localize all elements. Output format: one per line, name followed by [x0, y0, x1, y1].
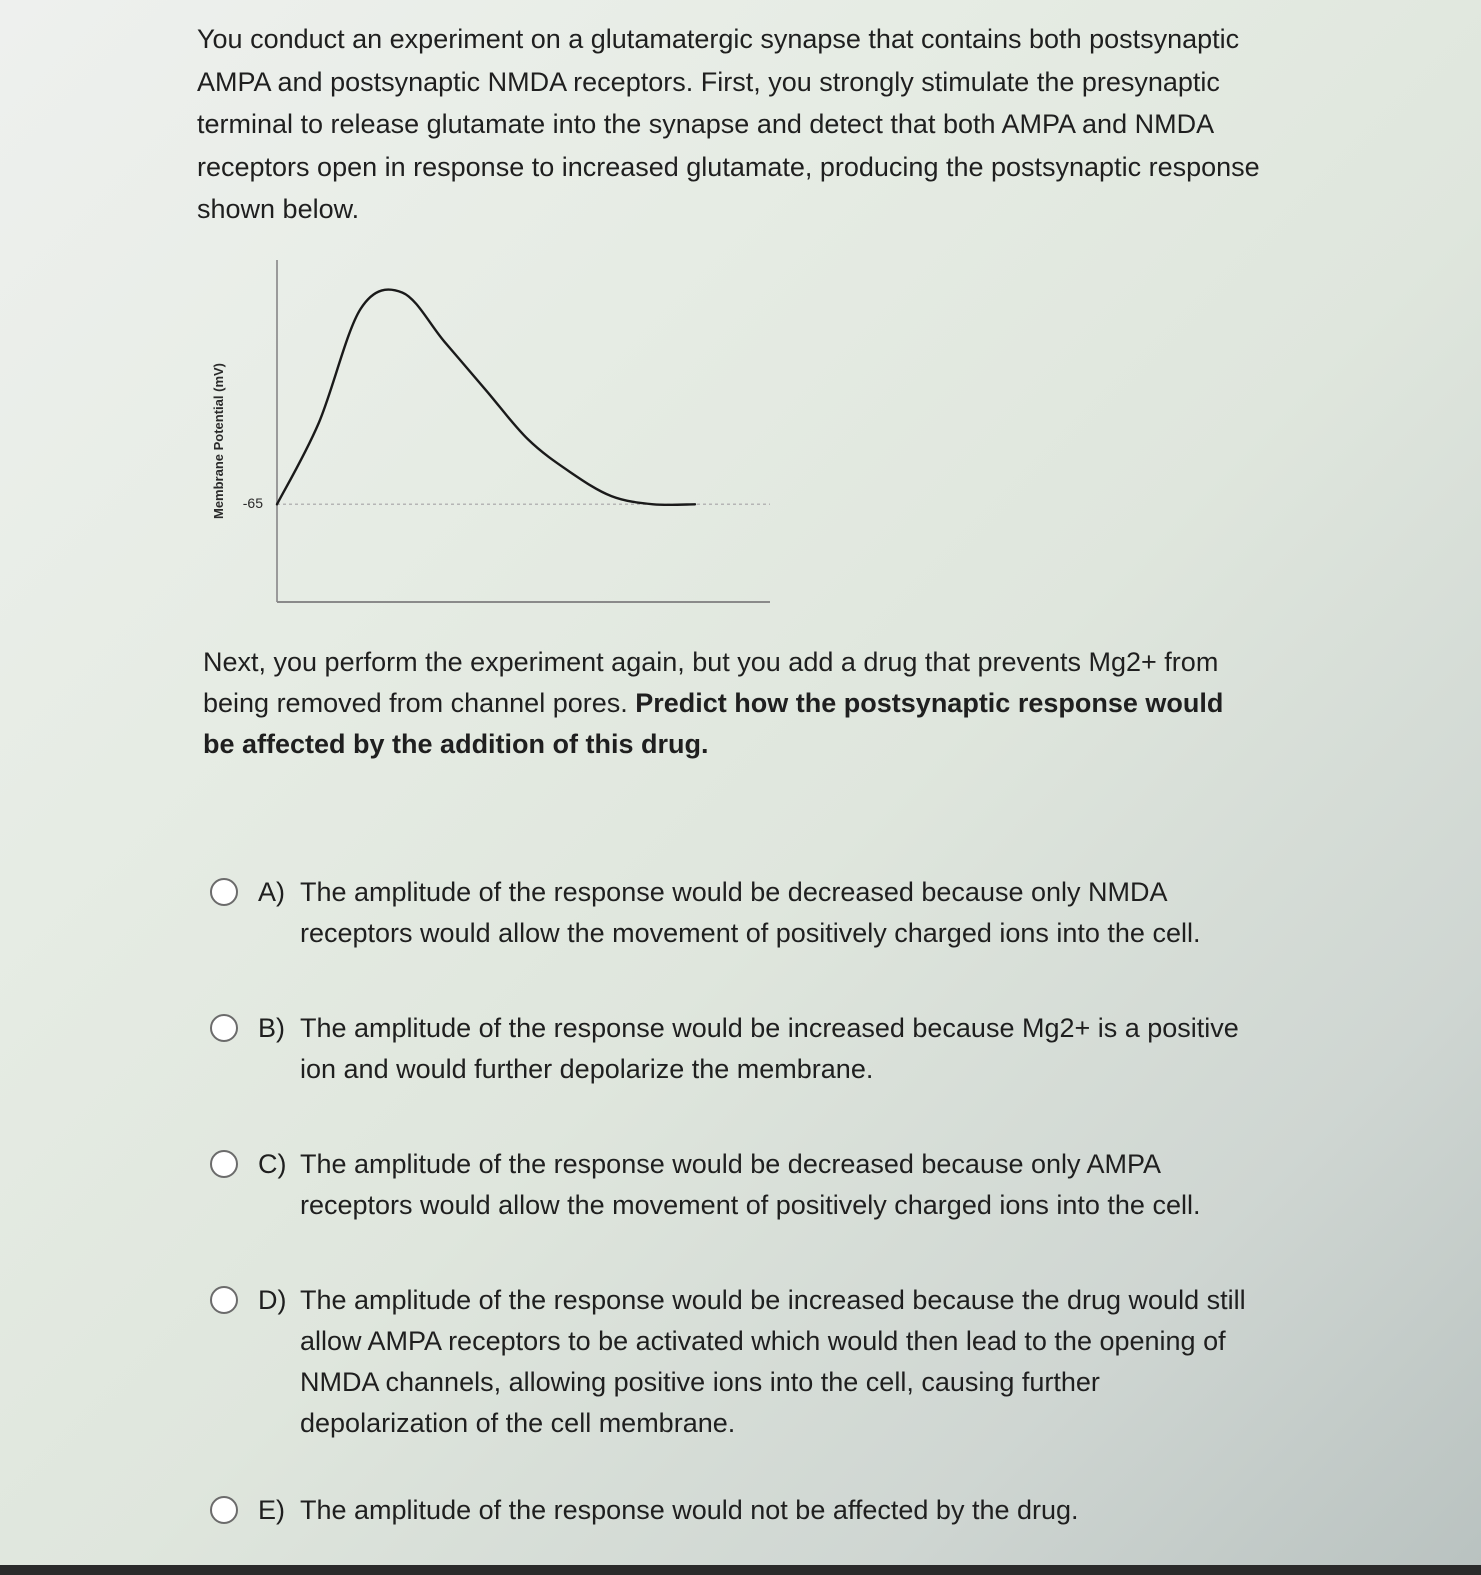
- option-letter-c: C): [258, 1149, 287, 1179]
- question-prompt: [203, 642, 1233, 765]
- question-intro: You conduct an experiment on a glutamatergic synapse that contains both postsynaptic AMPA and postsynaptic NMDA receptors. First, you strongly stimulate the presynaptic terminal to release glutamate into the synapse and detect that both AMPA and NMDA receptors open in response to increased glutamate, producing the postsynaptic response shown below.: [197, 24, 1260, 224]
- prompt-plain-text: Next, you perform the experiment again, but you add a drug that prevents Mg2+ from being removed from channel pores.: [203, 647, 1219, 718]
- prompt-bold-text: Predict how the postsynaptic response would be affected by the addition of this drug.: [203, 688, 1224, 759]
- answer-option-e[interactable]: [210, 1490, 1290, 1531]
- answer-option-a[interactable]: [210, 872, 1290, 954]
- answer-option-c[interactable]: [210, 1144, 1290, 1226]
- y-tick-label-minus-65: -65: [242, 494, 263, 511]
- option-text-b: The amplitude of the response would be increased because Mg2+ is a positive ion and would further depolarize the membrane.: [300, 1013, 1239, 1084]
- radio-button-d[interactable]: [210, 1286, 238, 1314]
- radio-button-a[interactable]: [210, 878, 238, 906]
- y-axis-label: Membrane Potential (mV): [211, 362, 226, 520]
- membrane-potential-chart: [205, 255, 785, 615]
- screen-bottom-edge: [0, 1565, 1481, 1575]
- option-letter-b: B): [258, 1013, 285, 1043]
- option-letter-d: D): [258, 1285, 287, 1315]
- option-text-c: The amplitude of the response would be decreased because only AMPA receptors would allow the movement of positively charged ions into the cell.: [300, 1149, 1201, 1220]
- option-letter-e: E): [258, 1495, 285, 1525]
- radio-button-e[interactable]: [210, 1496, 238, 1524]
- option-text-e: The amplitude of the response would not be affected by the drug.: [300, 1495, 1079, 1525]
- option-text-a: The amplitude of the response would be decreased because only NMDA receptors would allow the movement of positively charged ions into the cell.: [300, 877, 1201, 948]
- answer-option-d[interactable]: [210, 1280, 1290, 1444]
- radio-button-b[interactable]: [210, 1014, 238, 1042]
- option-letter-a: A): [258, 877, 285, 907]
- option-text-d: The amplitude of the response would be increased because the drug would still allow AMPA receptors to be activated which would then lead to the opening of NMDA channels, allowing positive ions into the cell, causing further depolarization of the cell membrane.: [300, 1285, 1246, 1438]
- answer-option-b[interactable]: [210, 1008, 1290, 1090]
- chart-svg: [205, 255, 785, 615]
- postsynaptic-response-line: [277, 290, 695, 505]
- radio-button-c[interactable]: [210, 1150, 238, 1178]
